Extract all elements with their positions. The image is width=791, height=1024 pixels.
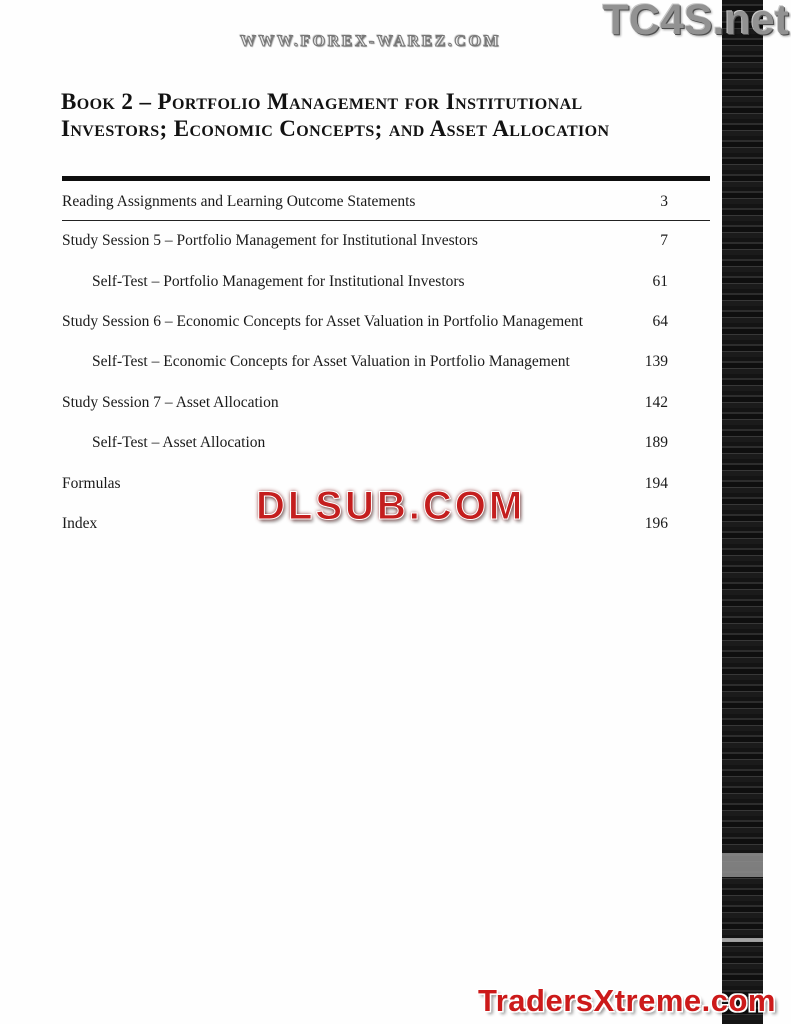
toc-entry-page: 139	[644, 353, 668, 371]
forex-warez-watermark: WWW.FOREX-WAREZ.COM	[240, 33, 502, 50]
toc-entry-page: 142	[644, 393, 668, 411]
toc-entry-page: 7	[660, 232, 668, 250]
toc-row	[62, 383, 710, 423]
toc-entry-page: 196	[644, 514, 668, 532]
toc-entry-label: Self-Test – Economic Concepts for Asset Valuation in Portfolio Management	[92, 353, 570, 371]
toc-entry-page: 3	[660, 193, 668, 210]
book-title	[61, 88, 721, 142]
toc-entry-label: Reading Assignments and Learning Outcome Statements	[62, 193, 416, 210]
toc-row	[62, 302, 710, 342]
toc-entry-label: Study Session 6 – Economic Concepts for Asset Valuation in Portfolio Management	[62, 312, 584, 330]
toc-row	[62, 423, 710, 463]
toc-entry-label: Study Session 5 – Portfolio Management for Institutional Investors	[62, 232, 478, 250]
tc4s-watermark: TC4S.net	[602, 0, 789, 44]
tradersxtreme-watermark: TradersXtreme.com	[478, 983, 776, 1018]
toc-row	[62, 342, 710, 382]
toc-entry-label: Self-Test – Asset Allocation	[92, 434, 266, 452]
toc-entry-label: Study Session 7 – Asset Allocation	[62, 393, 279, 411]
toc-entry-page: 64	[652, 312, 668, 330]
book-title-line2: Investors; Economic Concepts; and Asset Allocation	[61, 116, 610, 141]
toc-entry-page: 61	[652, 272, 668, 290]
toc-entry-page: 189	[644, 434, 668, 452]
book-title-line1: Book 2 – Portfolio Management for Institutional	[61, 89, 583, 114]
toc-entry-label: Formulas	[62, 474, 121, 492]
toc-entry-page: 194	[644, 474, 668, 492]
strip-light-patch	[722, 853, 763, 877]
dlsub-watermark: DLSUB.COM	[256, 484, 526, 528]
toc-row	[62, 221, 710, 261]
toc-row	[62, 184, 710, 221]
toc-entry-label: Index	[62, 514, 98, 532]
strip-light-line	[722, 938, 763, 942]
scan-binding-strip	[722, 0, 763, 1024]
toc-row	[62, 261, 710, 301]
toc-top-rule	[62, 176, 710, 181]
toc-entry-label: Self-Test – Portfolio Management for Institutional Investors	[92, 272, 465, 290]
